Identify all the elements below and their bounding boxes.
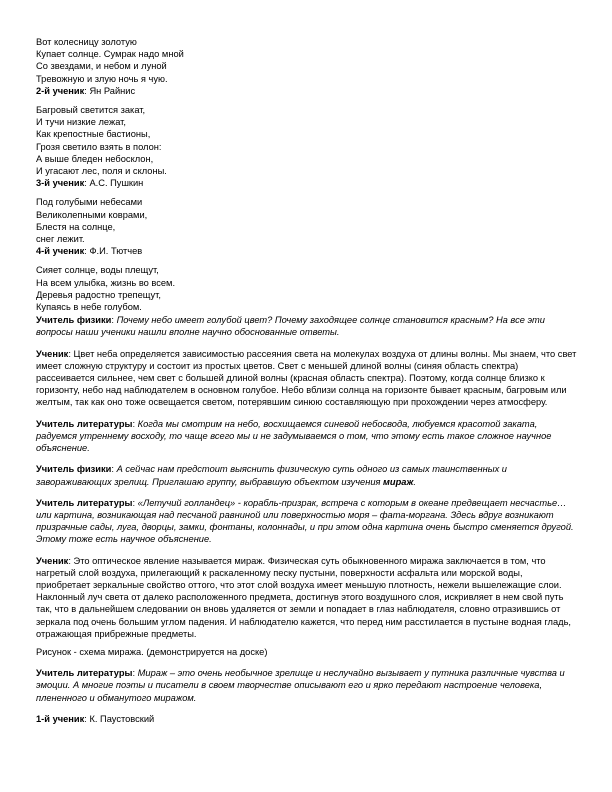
dialogue-text: .	[413, 476, 416, 487]
speaker-name: Учитель литературы	[36, 668, 133, 679]
dialogue-emphasis: мираж	[383, 476, 414, 487]
poem-line: Купаясь в небе голубом.	[36, 302, 142, 313]
poem-line: Грозя светило взять в полон:	[36, 141, 162, 152]
poem-author: : А.С. Пушкин	[84, 178, 144, 189]
poem-line: Деревья радостно трепещут,	[36, 289, 161, 300]
dialogue-student-final	[36, 713, 578, 725]
dialogue-text: Мираж – это очень необычное зрелище и неслучайно вызывает у путника различные чувства и эмоции. А многие поэты и писатели в своем творчестве описывают его и ярко передают настроение человека, плененного и обманутого миражом.	[36, 668, 565, 703]
poem-line: Сияет солнце, воды плещут,	[36, 265, 159, 276]
dialogue-text: : Цвет неба определяется зависимостью рассеяния света на молекулах воздуха от длины волны. Мы знаем, что свет имеет сложную структуру и состоит из простых цветов. Свет с меньшей длиной волны (синяя область спектра) рассеивается сильнее, чем свет с большей длиной волны (красная область спектра). Поэтому, когда солнце близко к горизонту, небо над наблюдателем в основном голубое. Небо вблизи солнца на горизонте бывает красным, багровым или желтым, так как оно тоже освещается светом, потерявшим синюю составляющую при прохождении через атмосферу.	[36, 348, 577, 408]
speaker-name: 3-й ученик	[36, 178, 85, 189]
poem-line: А выше бледен небосклон,	[36, 153, 154, 164]
figure-note: Рисунок - схема миража. (демонстрируется на доске)	[36, 646, 268, 657]
speaker-name: Учитель физики	[36, 464, 112, 475]
poem-author: : Ян Райнис	[84, 85, 136, 96]
poem-author: : К. Паустовский	[84, 713, 155, 724]
speaker-name: 2-й ученик	[36, 85, 85, 96]
speaker-name: Ученик	[36, 348, 69, 359]
poem-rainis	[36, 36, 578, 97]
colon: :	[132, 668, 138, 679]
poem-line: Великолепными коврами,	[36, 209, 148, 220]
speaker-line	[36, 177, 578, 189]
dialogue-text: : Это оптическое явление называется мираж. Физическая суть обыкновенного миража заключается в том, что нагретый слой воздуха, прилегающий к раскаленному песку пустыни, поверхности асфальта или морской воды, приобретает зеркальные свойство оттого, что этот слой воздуха имеет меньшую плотность, нежели вышележащие слои. Наклонный луч света от далеко расположенного предмета, достигнув этого воздушного слоя, искривляет в нем свой путь так, что в дальнейшем следовании он вновь удаляется от земли и попадает в глаз наблюдателя, словно отразившись от зеркала под очень большим углом падения. И наблюдателю кажется, что перед ним расстилается в пустыне водная гладь, отражающая прибрежные предметы.	[36, 555, 571, 639]
poem-pushkin	[36, 104, 578, 189]
speaker-name: Учитель литературы	[36, 418, 133, 429]
poem-author: : Ф.И. Тютчев	[84, 246, 143, 257]
speaker-name: Учитель физики	[36, 315, 112, 326]
speaker-line	[36, 85, 578, 97]
speaker-line	[36, 245, 578, 257]
speaker-name: Учитель литературы	[36, 497, 133, 508]
poem-nikitin	[36, 264, 578, 313]
dialogue-text: Почему небо имеет голубой цвет? Почему заходящее солнце становится красным? На все эти вопросы наши ученики нашли вполне научно обоснованные ответы.	[36, 315, 545, 338]
poem-tyutchev	[36, 196, 578, 257]
speaker-name: 4-й ученик	[36, 246, 85, 257]
poem-line: Тревожную и злую ночь я чую.	[36, 73, 168, 84]
poem-line: И тучи низкие лежат,	[36, 117, 126, 128]
poem-line: Как крепостные бастионы,	[36, 129, 151, 140]
colon: :	[132, 418, 138, 429]
speaker-name: Ученик	[36, 555, 69, 566]
dialogue-literature-teacher	[36, 497, 578, 546]
poem-line: снег лежит.	[36, 234, 85, 245]
dialogue-student	[36, 348, 578, 409]
dialogue-literature-teacher	[36, 418, 578, 455]
poem-line: На всем улыбка, жизнь во всем.	[36, 277, 176, 288]
dialogue-text: «Летучий голландец» - корабль-призрак, встреча с которым в океане предвещает несчастье… или картина, возникающая над песчаной равниной или поверхностью моря – фата-моргана. Здесь вдруг возникают призрачные сады, луга, дворцы, замки, фонтаны, колоннады, и при этом одна картина очень быстро сменяется другой. Этому тоже есть научное объяснение.	[36, 497, 574, 545]
poem-line: И угасают лес, поля и склоны.	[36, 166, 167, 177]
poem-line: Со звездами, и небом и луной	[36, 61, 167, 72]
poem-line: Багровый светится закат,	[36, 105, 146, 116]
dialogue-student	[36, 555, 578, 640]
colon: :	[111, 464, 117, 475]
poem-line: Блестя на солнце,	[36, 221, 116, 232]
speaker-name: 1-й ученик	[36, 713, 85, 724]
document-content	[36, 36, 578, 734]
colon: :	[111, 315, 117, 326]
poem-line: Купает солнце. Сумрак надо мной	[36, 49, 184, 60]
poem-line: Вот колесницу золотую	[36, 37, 137, 47]
dialogue-literature-teacher	[36, 667, 578, 704]
dialogue-text: Когда мы смотрим на небо, восхищаемся синевой небосвода, любуемся красотой заката, радуемся утреннему восходу, то чаще всего мы и не задумываемся о том, что этому есть такое сложное научное объяснение.	[36, 418, 552, 454]
colon: :	[132, 497, 138, 508]
dialogue-physics-teacher	[36, 314, 578, 338]
dialogue-text: А сейчас нам предстоит выяснить физическую суть одного из самых таинственных и завораживающих зрелищ. Приглашаю группу, выбравшую объектом изучения	[36, 464, 507, 487]
poem-line: Под голубыми небесами	[36, 197, 143, 208]
dialogue-physics-teacher	[36, 463, 578, 487]
